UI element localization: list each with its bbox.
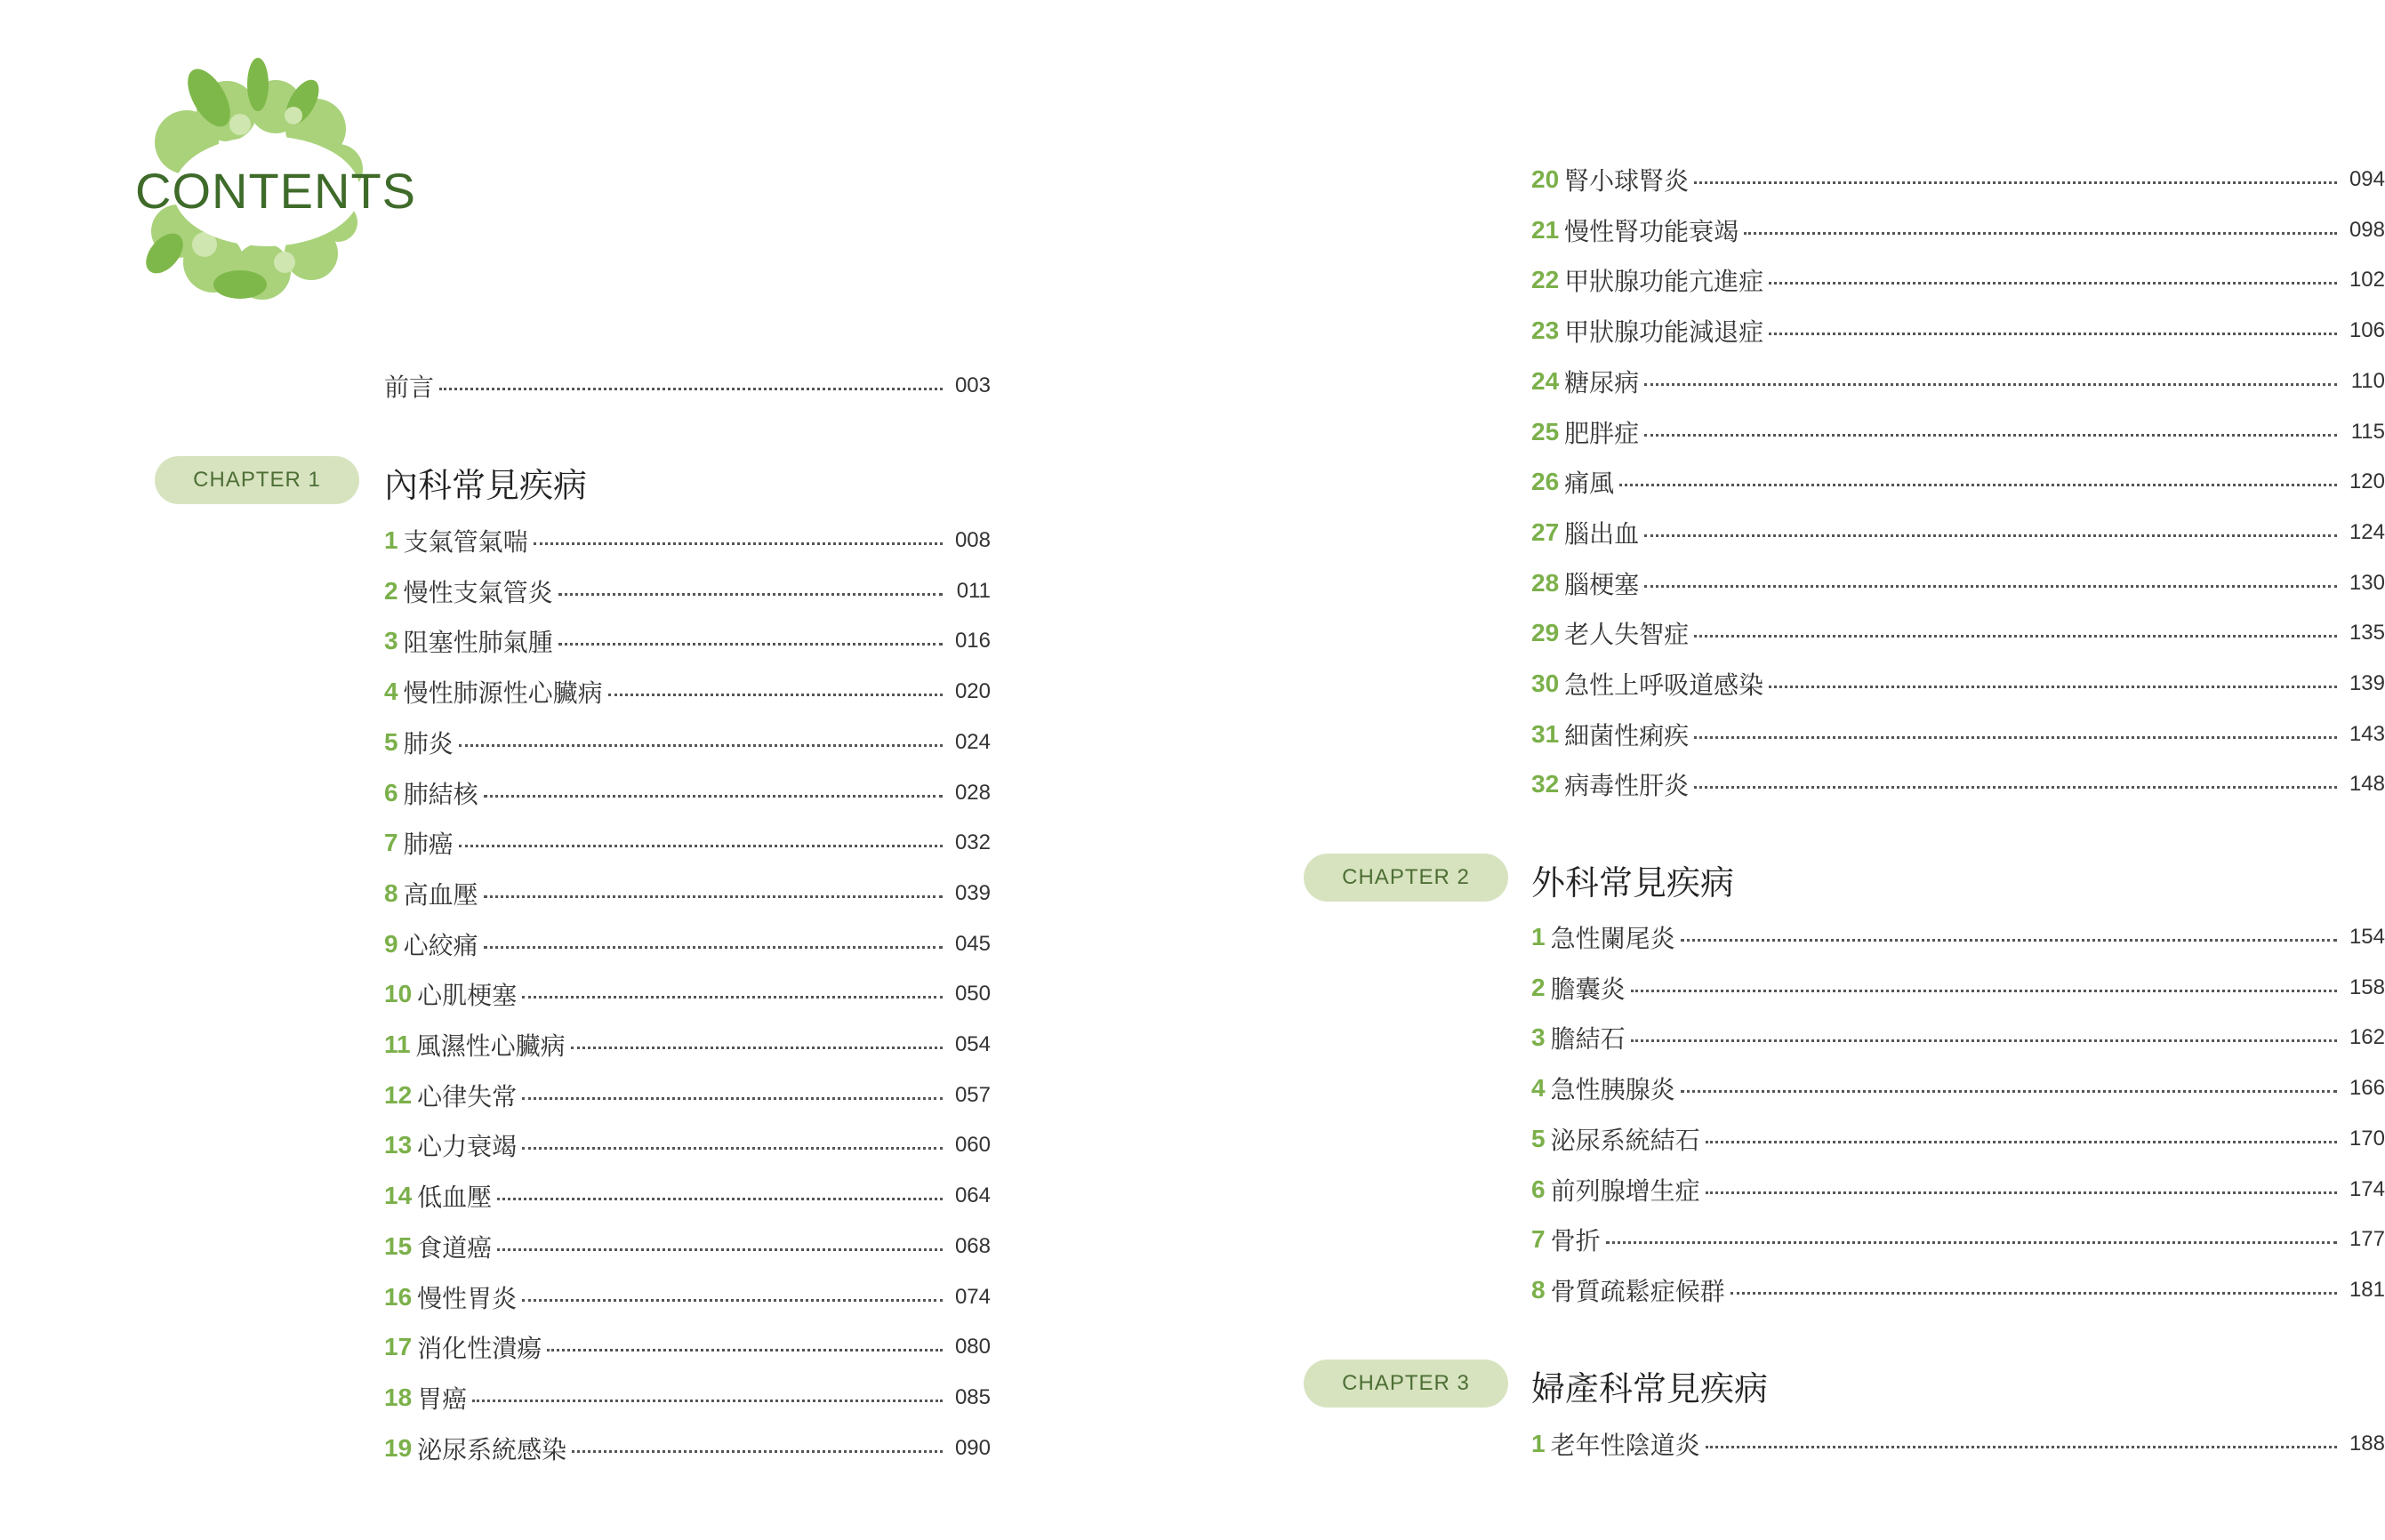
- toc-entry[interactable]: [384, 523, 991, 558]
- entry-number: 2: [1531, 974, 1546, 1001]
- toc-entry[interactable]: [384, 1380, 991, 1416]
- dot-leader: [1606, 1241, 2337, 1244]
- entry-title: 前言: [384, 373, 435, 402]
- dot-leader: [1694, 736, 2337, 739]
- dot-leader: [472, 1400, 943, 1402]
- entry-title: 糖尿病: [1564, 368, 1640, 397]
- entry-page-number: 080: [954, 1335, 991, 1359]
- toc-entry[interactable]: [384, 623, 991, 659]
- dot-leader: [1631, 1039, 2337, 1042]
- toc-entry[interactable]: [384, 725, 991, 760]
- entry-title: 肺癌: [403, 830, 454, 859]
- dot-leader: [484, 795, 943, 798]
- dot-leader: [497, 1248, 943, 1251]
- entry-title: 肺結核: [403, 780, 478, 809]
- entry-number: 12: [384, 1081, 413, 1109]
- entry-title: 甲狀腺功能減退症: [1564, 317, 1764, 347]
- dot-leader: [459, 845, 943, 847]
- chapter-1-badge: CHAPTER 1: [155, 456, 359, 504]
- toc-entry[interactable]: [1531, 1172, 2385, 1207]
- dot-leader: [1744, 232, 2337, 235]
- entry-title: 高血壓: [403, 880, 478, 910]
- dot-leader: [1631, 990, 2337, 992]
- entry-title: 老年性陰道炎: [1550, 1431, 1700, 1460]
- entry-number: 13: [384, 1131, 413, 1159]
- dot-leader: [1681, 939, 2337, 942]
- entry-title: 骨質疏鬆症候群: [1550, 1277, 1725, 1306]
- entry-number: 3: [1531, 1023, 1546, 1051]
- entry-title: 慢性胃炎: [417, 1284, 518, 1313]
- entry-page-number: 074: [954, 1285, 991, 1309]
- entry-number: 29: [1531, 619, 1560, 646]
- toc-entry[interactable]: [1531, 162, 2385, 197]
- entry-title: 阻塞性肺氣腫: [403, 628, 553, 657]
- toc-entry[interactable]: [1531, 313, 2385, 349]
- toc-entry[interactable]: [1531, 414, 2385, 450]
- toc-entry[interactable]: [384, 1127, 991, 1163]
- entry-title: 膽結石: [1550, 1024, 1626, 1054]
- right-page: [1138, 0, 2385, 1540]
- entry-number: 23: [1531, 317, 1560, 344]
- entry-number: 19: [384, 1434, 413, 1462]
- entry-title: 心律失常: [417, 1082, 518, 1111]
- contents-heading: CONTENTS: [135, 163, 416, 219]
- dot-leader: [547, 1349, 943, 1352]
- entry-number: 5: [1531, 1125, 1546, 1152]
- entry-number: 18: [384, 1384, 413, 1411]
- entry-title: 急性闌尾炎: [1550, 924, 1675, 953]
- entry-page-number: 174: [2349, 1177, 2385, 1201]
- entry-number: 3: [384, 627, 398, 654]
- entry-title: 慢性肺源性心臟病: [403, 678, 603, 708]
- chapter-3-badge: CHAPTER 3: [1304, 1360, 1508, 1408]
- toc-entry[interactable]: [1531, 262, 2385, 298]
- dot-leader: [558, 593, 943, 596]
- dot-leader: [439, 388, 943, 390]
- dot-leader: [484, 895, 943, 898]
- entry-page-number: 008: [954, 528, 991, 552]
- entry-title: 痛風: [1564, 469, 1615, 498]
- toc-entry[interactable]: [384, 1078, 991, 1113]
- toc-entry[interactable]: [1531, 1071, 2385, 1106]
- chapter-1-title: 內科常見疾病: [384, 466, 588, 505]
- entry-page-number: 011: [956, 579, 991, 603]
- dot-leader: [1619, 484, 2337, 486]
- entry-number: 27: [1531, 518, 1560, 546]
- entry-page-number: 094: [2349, 167, 2385, 191]
- dot-leader: [1644, 585, 2337, 588]
- entry-page-number: 143: [2349, 722, 2385, 746]
- entry-number: 25: [1531, 418, 1560, 445]
- entry-title: 泌尿系統結石: [1550, 1126, 1700, 1155]
- entry-page-number: 050: [954, 982, 991, 1006]
- chapter-2-badge: CHAPTER 2: [1304, 854, 1508, 902]
- entry-page-number: 098: [2349, 218, 2385, 242]
- entry-page-number: 020: [954, 679, 991, 703]
- entry-number: 21: [1531, 216, 1560, 244]
- entry-number: 31: [1531, 720, 1560, 748]
- entry-page-number: 188: [2349, 1432, 2385, 1456]
- entry-title: 食道癌: [417, 1233, 493, 1263]
- toc-entry[interactable]: [1531, 364, 2385, 399]
- toc-entry[interactable]: [1531, 464, 2385, 500]
- dot-leader: [522, 1299, 943, 1302]
- entry-title: 泌尿系統感染: [417, 1435, 567, 1464]
- entry-page-number: 162: [2349, 1025, 2385, 1049]
- toc-entry[interactable]: [384, 573, 991, 609]
- toc-entry[interactable]: [1531, 1222, 2385, 1257]
- entry-title: 支氣管氣喘: [403, 527, 528, 557]
- entry-page-number: 060: [954, 1133, 991, 1157]
- entry-number: 1: [1531, 923, 1546, 950]
- toc-entry[interactable]: [384, 775, 991, 811]
- toc-entry[interactable]: [1531, 1121, 2385, 1157]
- dot-leader: [1731, 1292, 2337, 1295]
- toc-entry[interactable]: [384, 1178, 991, 1214]
- entry-number: 10: [384, 980, 413, 1007]
- entry-page-number: 085: [954, 1385, 991, 1409]
- entry-page-number: 102: [2349, 268, 2385, 292]
- toc-entry[interactable]: [384, 926, 991, 962]
- dot-leader: [1706, 1141, 2337, 1143]
- dot-leader: [1644, 434, 2337, 437]
- toc-entry[interactable]: [384, 674, 991, 710]
- entry-title: 慢性腎功能衰竭: [1564, 217, 1739, 246]
- entry-number: 26: [1531, 468, 1560, 495]
- toc-entry[interactable]: [384, 1229, 991, 1264]
- entry-number: 14: [384, 1182, 413, 1209]
- chapter-3-title: 婦產科常見疾病: [1531, 1369, 1769, 1408]
- chapter-2-title: 外科常見疾病: [1531, 863, 1735, 902]
- entry-number: 15: [384, 1232, 413, 1260]
- entry-number: 2: [384, 577, 398, 605]
- dot-leader: [1681, 1090, 2337, 1093]
- dot-leader: [558, 643, 943, 646]
- dot-leader: [1706, 1446, 2337, 1448]
- entry-page-number: 158: [2349, 975, 2385, 999]
- entry-page-number: 064: [954, 1183, 991, 1207]
- entry-number: 7: [1531, 1225, 1546, 1253]
- toc-entry[interactable]: [1531, 1426, 2385, 1462]
- entry-number: 6: [1531, 1175, 1546, 1203]
- entry-page-number: 057: [954, 1083, 991, 1107]
- entry-number: 8: [384, 879, 398, 907]
- toc-entry[interactable]: [384, 976, 991, 1012]
- entry-number: 4: [384, 678, 398, 705]
- entry-page-number: 090: [954, 1436, 991, 1460]
- toc-entry[interactable]: [1531, 919, 2385, 955]
- toc-entry[interactable]: [1531, 1020, 2385, 1055]
- dot-leader: [608, 694, 943, 696]
- toc-entry[interactable]: [1531, 717, 2385, 752]
- toc-entry[interactable]: [1531, 565, 2385, 601]
- dot-leader: [522, 1097, 943, 1100]
- dot-leader: [1694, 786, 2337, 789]
- entry-title: 心肌梗塞: [417, 981, 518, 1010]
- entry-title: 病毒性肝炎: [1564, 771, 1690, 800]
- toc-entry[interactable]: [1531, 970, 2385, 1006]
- entry-title: 急性胰腺炎: [1550, 1075, 1675, 1104]
- entry-title: 肥胖症: [1564, 419, 1640, 448]
- entry-number: 5: [384, 728, 398, 756]
- entry-page-number: 154: [2349, 925, 2385, 949]
- entry-page-number: 045: [954, 932, 991, 956]
- toc-entry[interactable]: [1531, 213, 2385, 248]
- left-page: [0, 0, 1138, 1540]
- toc-entry[interactable]: [1531, 666, 2385, 702]
- entry-page-number: 130: [2349, 571, 2385, 595]
- contents-logo: [124, 62, 418, 302]
- entry-number: 32: [1531, 770, 1560, 798]
- entry-page-number: 115: [2350, 420, 2385, 444]
- entry-number: 11: [384, 1031, 411, 1058]
- dot-leader: [571, 1047, 943, 1049]
- entry-page-number: 170: [2349, 1127, 2385, 1151]
- toc-entry[interactable]: [384, 876, 991, 911]
- entry-number: 7: [384, 829, 398, 856]
- entry-number: 6: [384, 779, 398, 806]
- toc-entry-foreword[interactable]: [384, 368, 991, 404]
- dot-leader: [459, 744, 943, 747]
- toc-entry[interactable]: [1531, 615, 2385, 651]
- entry-title: 腦梗塞: [1564, 570, 1640, 599]
- entry-page-number: 120: [2349, 469, 2385, 493]
- entry-page-number: 124: [2349, 520, 2385, 544]
- dot-leader: [534, 542, 943, 545]
- dot-leader: [1706, 1191, 2337, 1194]
- entry-title: 甲狀腺功能亢進症: [1564, 267, 1764, 296]
- entry-page-number: 110: [2350, 369, 2385, 393]
- toc-entry[interactable]: [384, 825, 991, 861]
- entry-title: 胃癌: [417, 1384, 468, 1414]
- entry-page-number: 181: [2349, 1278, 2385, 1302]
- toc-entry[interactable]: [1531, 766, 2385, 802]
- entry-title: 膽囊炎: [1550, 975, 1626, 1004]
- entry-title: 心絞痛: [403, 931, 478, 960]
- entry-number: 1: [384, 526, 398, 554]
- entry-page-number: 139: [2349, 671, 2385, 695]
- entry-page-number: 135: [2349, 621, 2385, 645]
- dot-leader: [1644, 383, 2337, 386]
- dot-leader: [1644, 534, 2337, 537]
- entry-title: 前列腺增生症: [1550, 1176, 1700, 1206]
- dot-leader: [484, 946, 943, 949]
- entry-number: 4: [1531, 1074, 1546, 1102]
- entry-title: 急性上呼吸道感染: [1564, 670, 1764, 700]
- dot-leader: [1769, 282, 2337, 285]
- entry-page-number: 024: [954, 730, 991, 754]
- entry-number: 30: [1531, 670, 1560, 697]
- dot-leader: [1769, 333, 2337, 335]
- entry-page-number: 148: [2349, 772, 2385, 796]
- toc-entry[interactable]: [1531, 1272, 2385, 1308]
- entry-title: 慢性支氣管炎: [403, 578, 553, 607]
- entry-page-number: 028: [954, 781, 991, 805]
- entry-number: 17: [384, 1333, 413, 1360]
- entry-page-number: 068: [954, 1234, 991, 1258]
- entry-number: 20: [1531, 165, 1560, 193]
- toc-entry[interactable]: [384, 1027, 991, 1063]
- entry-title: 消化性潰瘍: [417, 1334, 542, 1363]
- toc-entry[interactable]: [384, 1279, 991, 1315]
- entry-title: 肺炎: [403, 729, 454, 758]
- entry-page-number: 177: [2349, 1227, 2385, 1251]
- toc-entry[interactable]: [384, 1329, 991, 1365]
- entry-number: 8: [1531, 1276, 1546, 1303]
- entry-number: 28: [1531, 569, 1560, 597]
- dot-leader: [497, 1198, 943, 1200]
- entry-number: 24: [1531, 367, 1560, 395]
- entry-number: 9: [384, 930, 398, 958]
- entry-title: 心力衰竭: [417, 1132, 518, 1161]
- dot-leader: [1769, 686, 2337, 688]
- entry-number: 22: [1531, 266, 1560, 293]
- entry-page-number: 032: [954, 830, 991, 854]
- entry-page-number: 039: [954, 881, 991, 905]
- dot-leader: [522, 996, 943, 999]
- toc-entry[interactable]: [384, 1431, 991, 1466]
- toc-entry[interactable]: [1531, 515, 2385, 550]
- dot-leader: [572, 1450, 943, 1453]
- entry-number: 1: [1531, 1430, 1546, 1457]
- dot-leader: [522, 1147, 943, 1150]
- entry-page-number: 016: [954, 629, 991, 653]
- entry-title: 腎小球腎炎: [1564, 166, 1690, 196]
- entry-page-number: 106: [2349, 318, 2385, 342]
- entry-title: 風濕性心臟病: [415, 1031, 566, 1061]
- entry-number: 16: [384, 1283, 413, 1311]
- entry-page-number: 054: [954, 1032, 991, 1056]
- entry-title: 腦出血: [1564, 519, 1640, 549]
- dot-leader: [1694, 635, 2337, 638]
- entry-title: 老人失智症: [1564, 620, 1690, 649]
- dot-leader: [1694, 181, 2337, 184]
- entry-title: 骨折: [1550, 1226, 1601, 1255]
- entry-page-number: 003: [954, 373, 991, 397]
- entry-title: 低血壓: [417, 1183, 493, 1212]
- entry-page-number: 166: [2349, 1076, 2385, 1100]
- entry-title: 細菌性痢疾: [1564, 721, 1690, 750]
